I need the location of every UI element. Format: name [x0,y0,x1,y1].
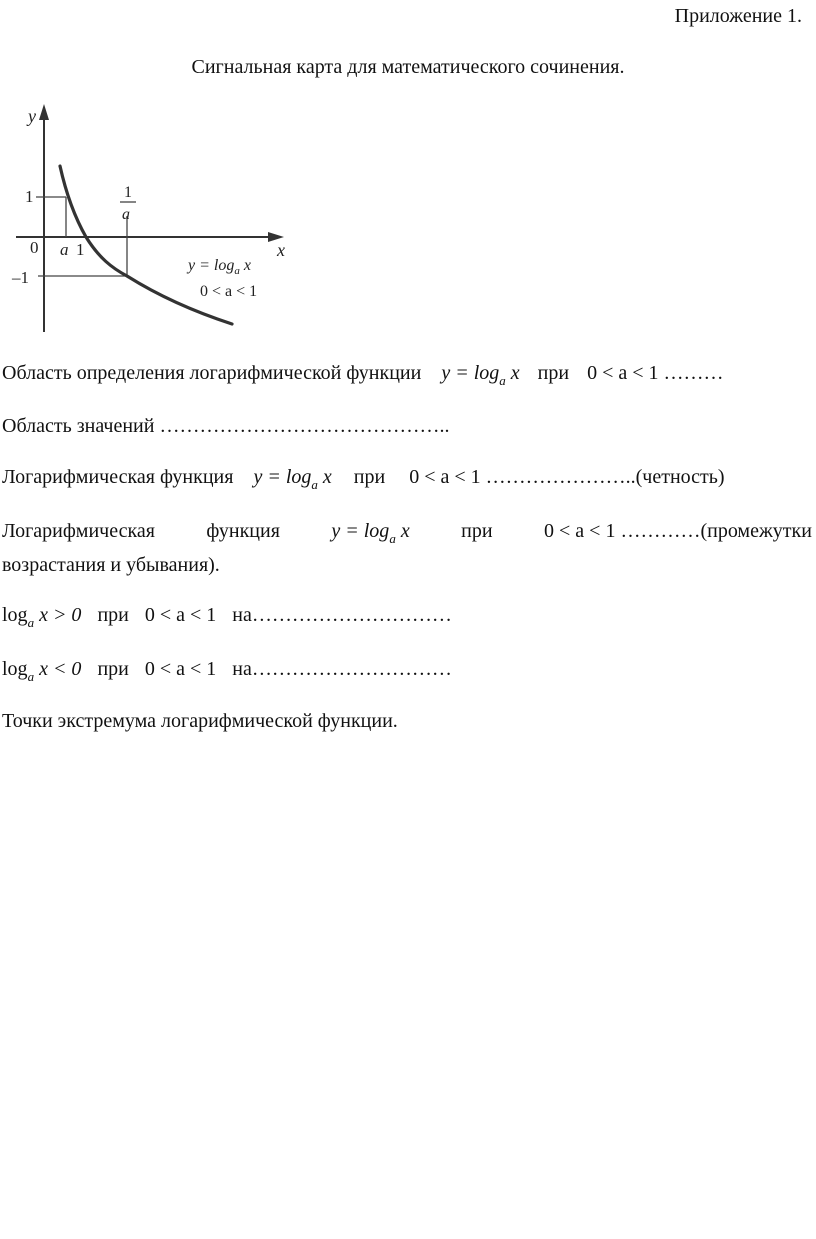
parity-pri: при [353,466,386,488]
parity-formula: $y = \log_a x$ [253,466,332,492]
line-range [2,413,449,439]
positive-formula: $\log_a x > 0$ [2,604,82,630]
monotonicity-word1: Логарифмическая [2,520,155,542]
monotonicity-blank: 0 < a < 1 …………(промежутки [544,520,812,542]
y-axis-arrow [39,104,49,120]
negative-condition: 0 < a < 1 [144,658,217,680]
domain-formula: $y = \log_a x$ [441,362,520,388]
positive-pri: при [97,604,129,626]
fraction-denominator: a [122,206,130,223]
line-extrema: Точки экстремума логарифмической функции. [2,710,398,732]
negative-formula: $\log_a x < 0$ [2,658,82,684]
domain-blank: ……… [663,362,724,384]
page-title: Сигнальная карта для математического сочинения. [191,56,625,78]
monotonicity-formula: $y = \log_a x$ [331,520,410,546]
log-function-graph [4,98,304,340]
graph-condition: 0 < a < 1 [200,283,258,300]
parity-text: Логарифмическая функция [2,466,234,488]
range-blank: …………………………………….. [159,415,450,437]
label-x-one: 1 [76,240,85,259]
line-positive [2,602,452,628]
log-curve [60,166,232,324]
line-parity [2,464,725,490]
monotonicity-pri: при [461,520,493,542]
line-negative [2,656,452,682]
label-origin: 0 [30,238,39,257]
positive-condition: 0 < a < 1 [144,604,217,626]
positive-blank: на………………………… [232,604,452,626]
axis-label-x: x [277,240,285,260]
domain-condition: 0 < a < 1 [587,362,659,384]
range-text: Область значений [2,415,155,437]
monotonicity-continuation: возрастания и убывания). [2,554,220,576]
domain-pri: при [537,362,570,384]
negative-pri: при [97,658,129,680]
axis-label-y: y [28,106,36,126]
label-a: a [60,240,69,259]
monotonicity-word2: функция [206,520,280,542]
line-monotonicity [2,518,812,544]
line-domain [2,360,724,386]
appendix-label: Приложение 1. [674,5,802,27]
parity-blank: …………………..(четность) [485,466,725,488]
negative-blank: на………………………… [232,658,452,680]
parity-condition: 0 < a < 1 [409,466,481,488]
label-y-minus-one: –1 [12,268,29,287]
graph-formula: $y = \log_a x$ [188,257,251,277]
fraction-numerator: 1 [124,184,132,201]
label-y-one: 1 [25,187,34,206]
domain-text: Область определения логарифмической функции [2,362,422,384]
